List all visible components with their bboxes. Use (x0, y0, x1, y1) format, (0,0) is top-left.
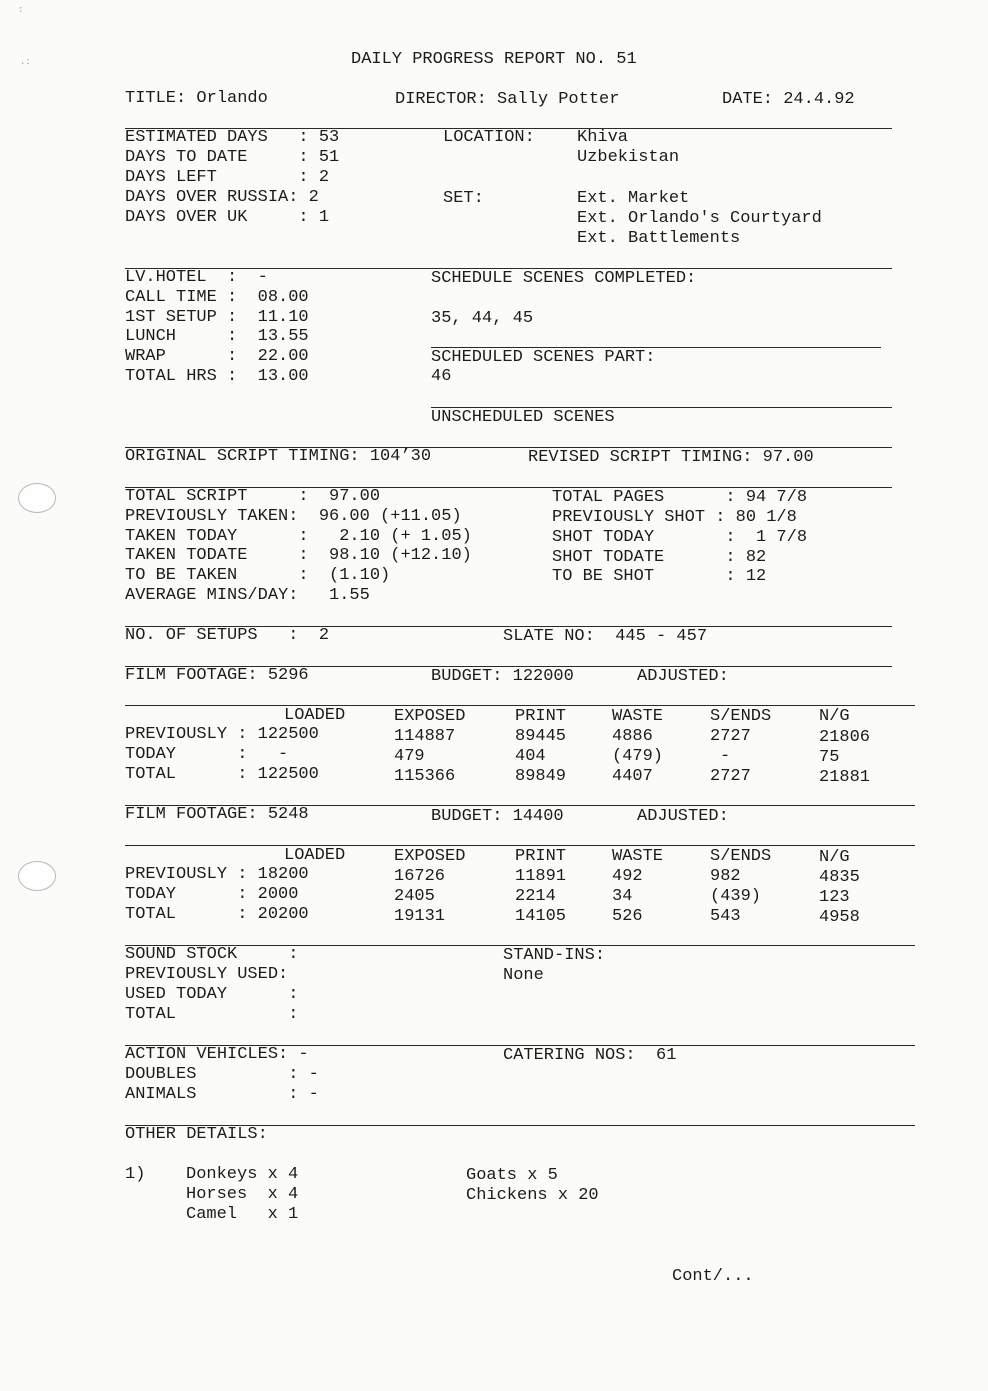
days-over-russia: DAYS OVER RUSSIA: 2 (125, 188, 319, 207)
paper-speck: : (18, 5, 24, 15)
table-cell: 19131 (394, 907, 446, 926)
paper-speck: .: (20, 57, 31, 67)
table-cell: 34 (612, 887, 633, 906)
used-today: USED TODAY : (125, 985, 299, 1004)
unscheduled-scenes-label: UNSCHEDULED SCENES (431, 408, 615, 427)
scenes-part-label: SCHEDULED SCENES PART: (431, 348, 656, 367)
row-label: PREVIOUSLY : 122500 (125, 725, 319, 744)
original-script-timing: ORIGINAL SCRIPT TIMING: 104’30 (125, 447, 432, 466)
col-header-s-ends: S/ENDS (710, 847, 772, 866)
stand-ins-value: None (503, 966, 544, 985)
table-cell: 21881 (819, 768, 871, 787)
table-cell: 75 (819, 748, 840, 767)
days-over-uk: DAYS OVER UK : 1 (125, 208, 330, 227)
row-label: TODAY : - (125, 745, 289, 764)
punch-hole-top (18, 483, 56, 513)
animal-horses: Horses x 4 (186, 1185, 299, 1204)
table-cell: 492 (612, 867, 643, 886)
scenes-completed: 35, 44, 45 (431, 309, 534, 328)
scenes-part: 46 (431, 367, 452, 386)
action-vehicles: ACTION VEHICLES: - (125, 1045, 309, 1064)
table-cell: 404 (515, 747, 546, 766)
table-cell: 2214 (515, 887, 556, 906)
doubles: DOUBLES : - (125, 1065, 319, 1084)
first-setup: 1ST SETUP : 11.10 (125, 308, 309, 327)
location-label: LOCATION: (443, 128, 535, 147)
table-cell: 4958 (819, 908, 860, 927)
sound-total: TOTAL : (125, 1005, 299, 1024)
set-label: SET: (443, 189, 484, 208)
table-cell: 982 (710, 867, 741, 886)
revised-script-timing: REVISED SCRIPT TIMING: 97.00 (528, 448, 814, 467)
set-2: Ext. Orlando's Courtyard (577, 209, 822, 228)
scenes-completed-label: SCHEDULE SCENES COMPLETED: (431, 269, 697, 288)
estimated-days: ESTIMATED DAYS : 53 (125, 128, 340, 147)
animal-goats: Goats x 5 (466, 1166, 558, 1185)
table-cell: 4407 (612, 767, 653, 786)
col-header-print: PRINT (515, 707, 567, 726)
row-label: TOTAL : 20200 (125, 905, 309, 924)
taken-today: TAKEN TODAY : 2.10 (+ 1.05) (125, 527, 472, 546)
table-cell: 4886 (612, 727, 653, 746)
average-mins-day: AVERAGE MINS/DAY: 1.55 (125, 586, 370, 605)
divider (125, 845, 915, 846)
shot-today: SHOT TODAY : 1 7/8 (552, 528, 808, 547)
col-header-ng: N/G (819, 707, 850, 726)
table-cell: 2405 (394, 887, 435, 906)
table-cell: 543 (710, 907, 741, 926)
report-title: DAILY PROGRESS REPORT NO. 51 (351, 50, 637, 69)
previously-taken: PREVIOUSLY TAKEN: 96.00 (+11.05) (125, 507, 462, 526)
location-line-1: Khiva (577, 128, 629, 147)
adjusted-1: ADJUSTED: (637, 667, 729, 686)
animal-camel: Camel x 1 (186, 1205, 299, 1224)
col-header-waste: WASTE (612, 847, 664, 866)
film-footage-2: FILM FOOTAGE: 5248 (125, 805, 309, 824)
budget-2: BUDGET: 14400 (431, 807, 564, 826)
table-cell: 115366 (394, 767, 456, 786)
row-label: TODAY : 2000 (125, 885, 299, 904)
table-cell: (439) (710, 887, 762, 906)
set-1: Ext. Market (577, 189, 690, 208)
table-cell: 14105 (515, 907, 567, 926)
table-cell: 4835 (819, 868, 860, 887)
shot-todate: SHOT TODATE : 82 (552, 548, 767, 567)
other-details-label: OTHER DETAILS: (125, 1125, 268, 1144)
table-cell: 2727 (710, 767, 751, 786)
table-cell: 526 (612, 907, 643, 926)
total-script: TOTAL SCRIPT : 97.00 (125, 487, 381, 506)
days-left: DAYS LEFT : 2 (125, 168, 330, 187)
col-header-print: PRINT (515, 847, 567, 866)
film-title: TITLE: Orlando (125, 89, 268, 108)
number-of-setups: NO. OF SETUPS : 2 (125, 626, 330, 645)
previously-used: PREVIOUSLY USED: (125, 965, 289, 984)
col-header-loaded: LOADED (284, 706, 346, 725)
total-pages: TOTAL PAGES : 94 7/8 (552, 488, 808, 507)
taken-todate: TAKEN TODATE : 98.10 (+12.10) (125, 546, 472, 565)
table-cell: (479) (612, 747, 664, 766)
lv-hotel: LV.HOTEL : - (125, 268, 268, 287)
adjusted-2: ADJUSTED: (637, 807, 729, 826)
location-line-2: Uzbekistan (577, 148, 680, 167)
previously-shot: PREVIOUSLY SHOT : 80 1/8 (552, 508, 797, 527)
table-cell: 2727 (710, 727, 751, 746)
total-hrs: TOTAL HRS : 13.00 (125, 367, 309, 386)
table-cell: 89849 (515, 767, 567, 786)
stand-ins-label: STAND-INS: (503, 946, 606, 965)
table-cell: 21806 (819, 728, 871, 747)
row-label: TOTAL : 122500 (125, 765, 319, 784)
slate-number: SLATE NO: 445 - 457 (503, 627, 708, 646)
list-number: 1) (125, 1165, 146, 1184)
sound-stock: SOUND STOCK : (125, 945, 299, 964)
col-header-loaded: LOADED (284, 846, 346, 865)
table-cell: 123 (819, 888, 850, 907)
catering-numbers: CATERING NOS: 61 (503, 1046, 677, 1065)
punch-hole-bottom (18, 861, 56, 891)
animals: ANIMALS : - (125, 1085, 319, 1104)
table-cell: 89445 (515, 727, 567, 746)
days-to-date: DAYS TO DATE : 51 (125, 148, 340, 167)
wrap: WRAP : 22.00 (125, 347, 309, 366)
col-header-exposed: EXPOSED (394, 707, 466, 726)
film-footage-1: FILM FOOTAGE: 5296 (125, 666, 309, 685)
table-cell: - (720, 747, 731, 766)
to-be-shot: TO BE SHOT : 12 (552, 567, 767, 586)
lunch: LUNCH : 13.55 (125, 327, 309, 346)
animal-chickens: Chickens x 20 (466, 1186, 599, 1205)
to-be-taken: TO BE TAKEN : (1.10) (125, 566, 391, 585)
animal-donkeys: Donkeys x 4 (186, 1165, 299, 1184)
budget-1: BUDGET: 122000 (431, 667, 574, 686)
table-cell: 114887 (394, 727, 456, 746)
director: DIRECTOR: Sally Potter (395, 90, 620, 109)
table-cell: 16726 (394, 867, 446, 886)
divider (125, 705, 915, 706)
report-date: DATE: 24.4.92 (722, 90, 855, 109)
col-header-s-ends: S/ENDS (710, 707, 772, 726)
call-time: CALL TIME : 08.00 (125, 288, 309, 307)
table-cell: 479 (394, 747, 425, 766)
continued-note: Cont/... (672, 1267, 754, 1286)
set-3: Ext. Battlements (577, 229, 741, 248)
col-header-waste: WASTE (612, 707, 664, 726)
table-cell: 11891 (515, 867, 567, 886)
col-header-ng: N/G (819, 848, 850, 867)
col-header-exposed: EXPOSED (394, 847, 466, 866)
row-label: PREVIOUSLY : 18200 (125, 865, 309, 884)
